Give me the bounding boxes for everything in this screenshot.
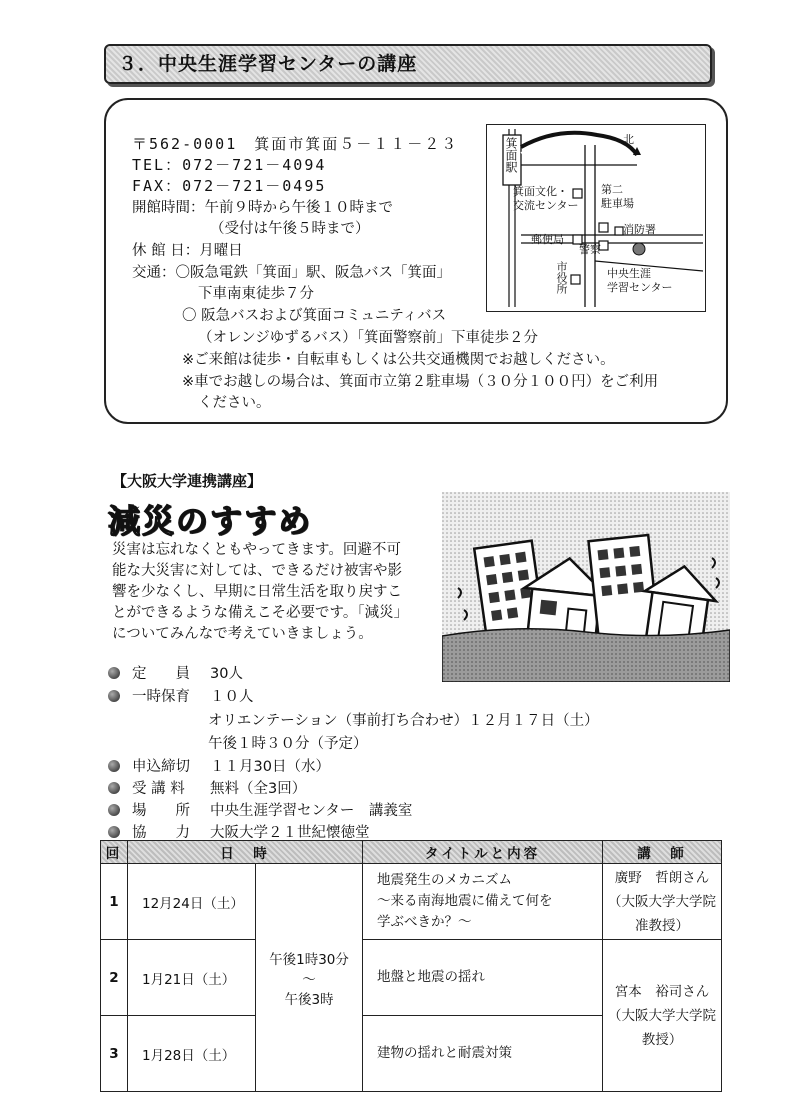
access-train: 交通：〇阪急電鉄「箕面」駅、阪急バス「箕面」	[132, 265, 451, 281]
intro-line: とができるような備えこそ必要です。「減災」	[112, 605, 409, 621]
lecturer-position: 教授）	[641, 1031, 683, 1048]
bullet-icon	[108, 782, 120, 794]
lecture-title: 減災のすすめ	[108, 502, 313, 540]
lecturer-miyamoto	[603, 940, 722, 1092]
header-date: 日 時	[128, 841, 363, 864]
lecturer-name: 廣野 哲朗さん	[614, 869, 710, 886]
table-header-row	[101, 841, 722, 864]
bullet-icon	[108, 690, 120, 702]
detail-value: １０人	[210, 689, 254, 705]
detail-label: 協 力	[132, 825, 190, 841]
time-start: 午後1時30分	[269, 951, 349, 968]
detail-value: 中央生涯学習センター 講義室	[210, 803, 413, 819]
tel: TEL：072－721－4094	[132, 156, 327, 174]
lecturer-position: 准教授）	[635, 917, 689, 934]
detail-childcare	[108, 687, 254, 707]
session-title	[363, 1016, 603, 1092]
detail-value: 30人	[210, 666, 243, 682]
lecturer-name: 宮本 裕司さん	[614, 983, 710, 1000]
session-date: 1月28日（土）	[128, 1016, 256, 1092]
session-date: 12月24日（土）	[128, 864, 256, 940]
access-bus: 〇 阪急バスおよび箕面コミュニティバス	[182, 308, 447, 324]
intro-line: 響を少なくし、早期に日常生活を取り戻すこ	[112, 584, 402, 600]
detail-capacity	[108, 664, 243, 684]
map-cityhall-label: 市役所	[555, 261, 568, 294]
session-title	[363, 864, 603, 940]
intro-line: 能な大災害に対しては、できるだけ被害や影	[112, 563, 402, 579]
detail-fee	[108, 779, 306, 799]
map-police-label: 警察	[579, 243, 601, 256]
title-line: 建物の揺れと耐震対策	[377, 1045, 512, 1061]
detail-label: 受 講 料	[132, 781, 185, 797]
detail-label: 場 所	[132, 803, 190, 819]
opening-hours: 開館時間：午前９時から午後１０時まで	[132, 200, 393, 216]
session-time	[256, 864, 363, 1092]
reception-hours: （受付は午後５時まで）	[210, 221, 370, 237]
time-end: 午後3時	[284, 991, 334, 1008]
map-center-label-1: 中央生涯	[607, 267, 651, 280]
map-parking-label-2: 駐車場	[601, 197, 634, 210]
time-separator: ～	[302, 971, 316, 988]
bullet-icon	[108, 667, 120, 679]
detail-value: 大阪大学２１世紀懐徳堂	[210, 825, 370, 841]
lecturer-affiliation: （大阪大学大学院	[608, 893, 716, 910]
table-row	[101, 940, 722, 1016]
title-line: 地盤と地震の揺れ	[377, 969, 485, 985]
title-line: 地震発生のメカニズム	[377, 872, 512, 888]
detail-label: 申込締切	[132, 759, 190, 775]
session-title	[363, 940, 603, 1016]
title-line: 学ぶべきか？～	[377, 914, 472, 930]
note-transport: ※ご来館は徒歩・自転車もしくは公共交通機関でお越しください。	[182, 352, 615, 368]
session-number: 1	[101, 864, 128, 940]
access-bus-stop: （オレンジゆずるバス）「箕面警察前」下車徒歩２分	[198, 330, 539, 346]
header-lecturer: 講 師	[603, 841, 722, 864]
detail-label: 定 員	[132, 666, 190, 682]
bullet-icon	[108, 804, 120, 816]
intro-line: 災害は忘れなくともやってきます。回避不可	[112, 542, 401, 558]
address: 〒562-0001 箕面市箕面５－１１－２３	[132, 135, 459, 153]
note-parking: ※車でお越しの場合は、箕面市立第２駐車場（３０分１００円）をご利用	[182, 374, 659, 390]
map-parking-label-1: 第二	[601, 183, 623, 196]
intro-line: についてみんなで考えていきましょう。	[112, 626, 373, 642]
map-station-label: 箕面駅	[504, 137, 518, 173]
childcare-orientation-time: 午後１時３０分（予定）	[208, 736, 368, 752]
header-no: 回	[101, 841, 128, 864]
map-center-label-2: 学習センター	[607, 281, 673, 294]
session-date: 1月21日（土）	[128, 940, 256, 1016]
access-map	[486, 124, 706, 312]
session-number: 2	[101, 940, 128, 1016]
lecture-series-tag: 【大阪大学連携講座】	[112, 472, 263, 490]
lecturer-hirono	[603, 864, 722, 940]
childcare-orientation: オリエンテーション（事前打ち合わせ）１２月１７日（土）	[208, 713, 599, 729]
fax: FAX：072－721－0495	[132, 177, 327, 195]
map-bunka-label-2: 交流センター	[513, 199, 579, 212]
note-parking-cont: ください。	[198, 395, 271, 411]
detail-label: 一時保育	[132, 689, 190, 705]
bullet-icon	[108, 826, 120, 838]
map-north-label: 北	[623, 133, 634, 146]
header-title: タイトルと内容	[363, 841, 603, 864]
map-bunka-label-1: 箕面文化・	[513, 185, 568, 198]
detail-deadline	[108, 757, 330, 777]
lecturer-affiliation: （大阪大学大学院	[608, 1007, 716, 1024]
session-number: 3	[101, 1016, 128, 1092]
schedule-table	[100, 840, 722, 1092]
title-line: ～来る南海地震に備えて何を	[377, 893, 553, 909]
access-train-walk: 下車南東徒歩７分	[198, 286, 314, 302]
earthquake-illustration	[442, 492, 730, 682]
table-row	[101, 864, 722, 940]
detail-value: １１月30日（水）	[210, 759, 330, 775]
section-title: ３．中央生涯学習センターの講座	[118, 53, 418, 75]
closed-day: 休 館 日：月曜日	[132, 243, 243, 259]
map-fire-station-label: 消防署	[623, 223, 656, 236]
map-post-office-label: 郵便局	[531, 233, 564, 246]
detail-value: 無料（全3回）	[210, 781, 307, 797]
bullet-icon	[108, 760, 120, 772]
detail-venue	[108, 801, 412, 821]
